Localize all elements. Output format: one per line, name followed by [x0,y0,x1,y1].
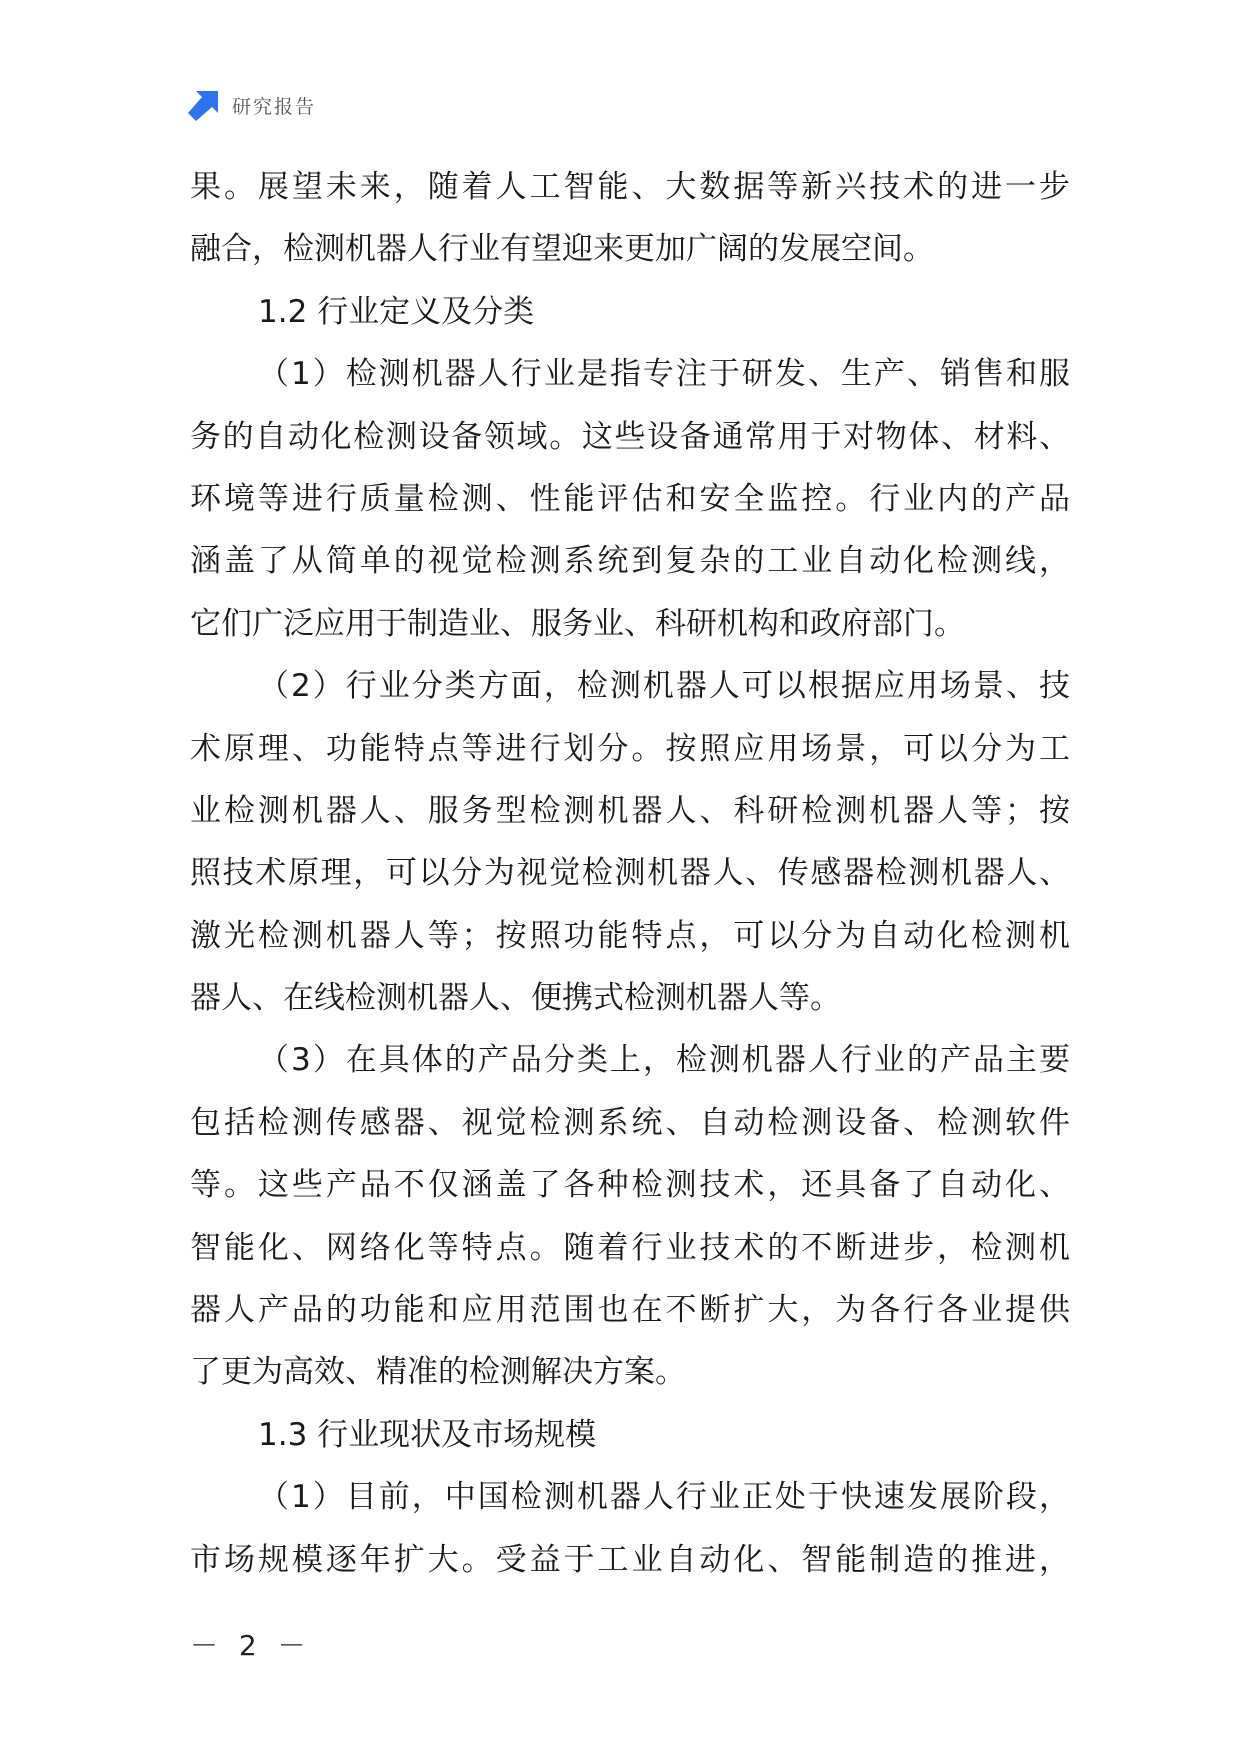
page-number: － 2 － [190,1629,312,1662]
paragraph-first-line: （1）检测机器人行业是指专注于研发、生产、销售和服 [258,356,1070,393]
body-line: 器人产品的功能和应用范围也在不断扩大，为各行各业提供 [190,1292,1070,1329]
body-line: 激光检测机器人等；按照功能特点，可以分为自动化检测机 [190,917,1070,954]
paragraph-first-line: （1）目前，中国检测机器人行业正处于快速发展阶段， [258,1479,1070,1516]
document-body [190,156,1070,1591]
arrow-up-right-icon [188,89,220,121]
body-line: 果。展望未来，随着人工智能、大数据等新兴技术的进一步 [190,169,1070,205]
section-heading: 1.2 行业定义及分类 [258,293,535,330]
paragraph-first-line: （2）行业分类方面，检测机器人可以根据应用场景、技 [258,668,1070,705]
body-line: 智能化、网络化等特点。随着行业技术的不断进步，检测机 [190,1229,1070,1266]
body-line: 等。这些产品不仅涵盖了各种检测技术，还具备了自动化、 [190,1167,1070,1204]
body-line: 务的自动化检测设备领域。这些设备通常用于对物体、材料、 [190,418,1070,455]
body-line: 它们广泛应用于制造业、服务业、科研机构和政府部门。 [190,605,965,642]
body-line: 环境等进行质量检测、性能评估和安全监控。行业内的产品 [190,480,1070,517]
paragraph-first-line: （3）在具体的产品分类上，检测机器人行业的产品主要 [258,1042,1070,1079]
page-header [188,88,316,122]
header-title: 研究报告 [232,95,317,118]
body-line: 术原理、功能特点等进行划分。按照应用场景，可以分为工 [190,730,1070,767]
body-line: 市场规模逐年扩大。受益于工业自动化、智能制造的推进， [190,1541,1070,1578]
body-line: 包括检测传感器、视觉检测系统、自动检测设备、检测软件 [190,1104,1070,1141]
body-line: 了更为高效、精准的检测解决方案。 [190,1354,686,1391]
body-line: 涵盖了从简单的视觉检测系统到复杂的工业自动化检测线， [190,543,1070,580]
section-heading: 1.3 行业现状及市场规模 [258,1416,597,1453]
body-line: 业检测机器人、服务型检测机器人、科研检测机器人等；按 [190,792,1070,829]
body-line: 照技术原理，可以分为视觉检测机器人、传感器检测机器人、 [190,855,1070,892]
body-line: 器人、在线检测机器人、便携式检测机器人等。 [190,980,841,1017]
body-line: 融合，检测机器人行业有望迎来更加广阔的发展空间。 [190,231,934,268]
